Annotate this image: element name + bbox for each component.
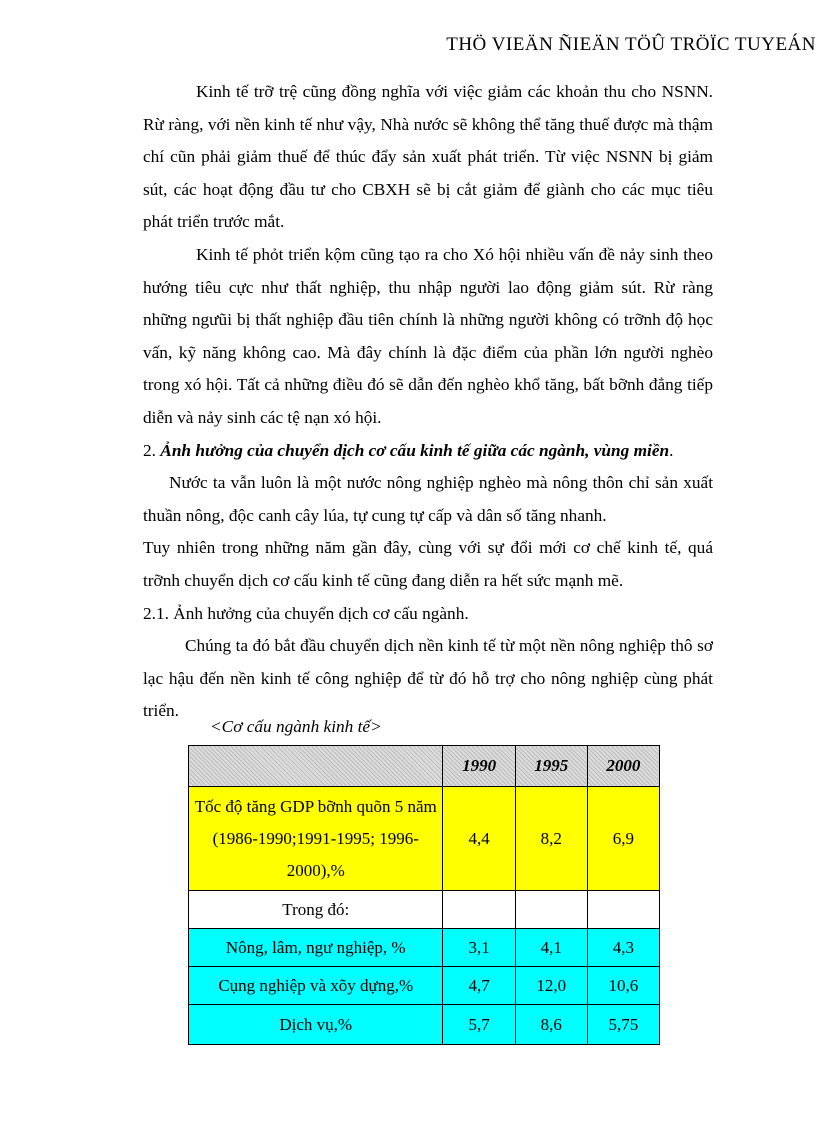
table-cell: 4,3 (587, 929, 659, 967)
table-cell: 3,1 (443, 929, 515, 967)
paragraph-1: Kinh tế trỡ trệ cũng đồng nghĩa với việc giảm các khoản thu cho NSNN. Rừ ràng, với nền kinh tế như vậy, Nhà nước sẽ không thể tăng thuế được mà thậm chí cũn phải giảm thuế để thúc đẩy sản xuất phát triển. Từ việc NSNN bị giảm sút, các hoạt động đầu tư cho CBXH sẽ bị cắt giảm để giành cho các mục tiêu phát triển trước mắt. (143, 82, 713, 232)
document-body (143, 76, 713, 728)
row-label: Cụng nghiệp và xõy dựng,% (189, 967, 443, 1005)
paragraph-4: Tuy nhiên trong những năm gần đây, cùng với sự đổi mới cơ chế kinh tế, quá trỡnh chuyển dịch cơ cấu kinh tế cũng đang diễn ra hết sức mạnh mẽ. (143, 538, 713, 590)
table-cell: 12,0 (515, 967, 587, 1005)
table-cell: 6,9 (587, 787, 659, 891)
table-corner-cell (189, 746, 443, 787)
table-cell (515, 891, 587, 929)
year-header: 1995 (515, 746, 587, 787)
table-cell: 8,2 (515, 787, 587, 891)
table-row-industry (189, 967, 660, 1005)
section-2-period: . (669, 440, 674, 460)
section-2-heading (143, 435, 713, 468)
table-row-services (189, 1005, 660, 1045)
table-cell (443, 891, 515, 929)
table-cell: 4,1 (515, 929, 587, 967)
economic-structure-table (188, 745, 660, 1045)
paragraph-5: Chúng ta đó bắt đầu chuyển dịch nền kinh tế từ một nền nông nghiệp thô sơ lạc hậu đến nền kinh tế công nghiệp để từ đó hỗ trợ cho nông nghiệp cùng phát triển. (143, 636, 713, 721)
table-cell: 8,6 (515, 1005, 587, 1045)
row-label: Dịch vụ,% (189, 1005, 443, 1045)
section-2-title: Ảnh hưởng của chuyển dịch cơ cấu kinh tế giữa các ngành, vùng miền (160, 440, 670, 460)
year-header: 1990 (443, 746, 515, 787)
table-header-row (189, 746, 660, 787)
table-cell: 10,6 (587, 967, 659, 1005)
table-row-agriculture (189, 929, 660, 967)
subsection-2-1: 2.1. Ảnh hưởng của chuyển dịch cơ cấu ngành. (143, 603, 469, 623)
table-cell: 5,7 (443, 1005, 515, 1045)
section-2-number: 2. (143, 440, 156, 460)
row-label: Nông, lâm, ngư nghiệp, % (189, 929, 443, 967)
paragraph-2: Kinh tế phỏt triển kộm cũng tạo ra cho Xó hội nhiều vấn đề nảy sinh theo hướng tiêu cực như thất nghiệp, thu nhập người lao động giảm sút. Rừ ràng những ngưũi bị thất nghiệp đầu tiên chính là những người không có trỡnh độ học vấn, kỹ năng không cao. Mà đây chính là đặc điểm của phần lớn người nghèo trong xó hội. Tất cả những điều đó sẽ dẫn đến nghèo khổ tăng, bất bỡnh đẳng tiếp diễn và nảy sinh các tệ nạn xó hội. (143, 244, 713, 427)
year-header: 2000 (587, 746, 659, 787)
table-cell: 4,7 (443, 967, 515, 1005)
table-cell: 4,4 (443, 787, 515, 891)
page-header: THÖ VIEÄN ÑIEÄN TÖÛ TRÖÏC TUYEÁN (446, 34, 816, 55)
paragraph-3: Nước ta vẫn luôn là một nước nông nghiệp nghèo mà nông thôn chỉ sản xuất thuần nông, độc canh cây lúa, tự cung tự cấp và dân số tăng nhanh. (143, 473, 713, 525)
table-row-gdp-growth (189, 787, 660, 891)
table-caption: <Cơ cấu ngành kinh tế> (210, 717, 382, 736)
row-label: Trong đó: (189, 891, 443, 929)
table-cell: 5,75 (587, 1005, 659, 1045)
table-cell (587, 891, 659, 929)
table-row-of-which (189, 891, 660, 929)
row-label: Tốc độ tăng GDP bỡnh quõn 5 năm (1986-1990;1991-1995; 1996-2000),% (189, 787, 443, 891)
